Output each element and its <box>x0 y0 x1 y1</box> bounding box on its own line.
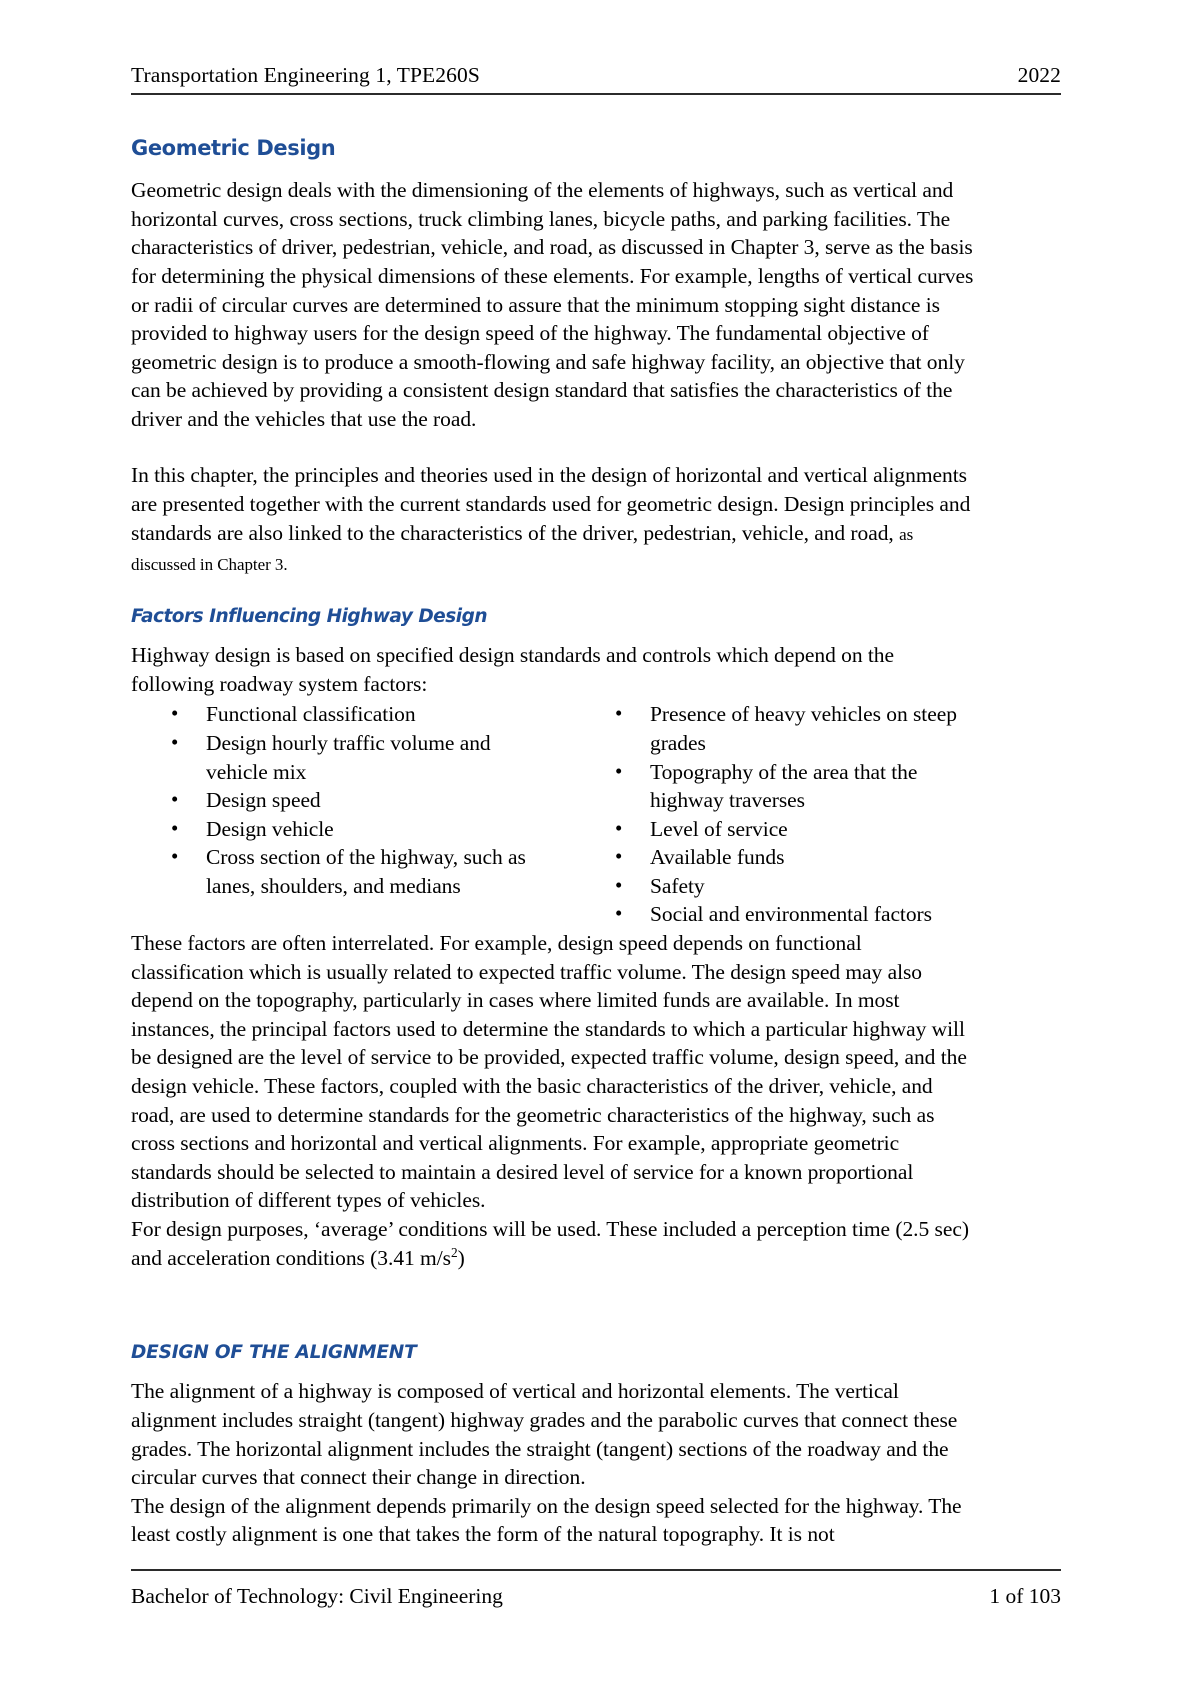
paragraph-design-purposes <box>131 1215 979 1272</box>
paragraph-alignment-composition: The alignment of a highway is composed of vertical and horizontal elements. The vertical alignment includes straight (tangent) highway grades and the parabolic curves that connect these grades. The horizontal alignment includes the straight (tangent) sections of the roadway and the circular curves that connect their change in direction. <box>131 1379 958 1490</box>
factors-bullets-left-column <box>131 700 555 929</box>
factors-list-right <box>611 700 979 929</box>
list-item: • Topography of the area that the highway traverses <box>611 758 979 815</box>
paragraph-geometric-design-intro: Geometric design deals with the dimensioning of the elements of highways, such as vertical and horizontal curves, cross sections, truck climbing lanes, bicycle paths, and parking facilities. The characteristics of driver, pedestrian, vehicle, and road, as discussed in Chapter 3, serve as the basis for determining the physical dimensions of these elements. For example, lengths of vertical curves or radii of circular curves are determined to assure that the minimum stopping sight distance is provided to highway users for the design speed of the highway. The fundamental objective of geometric design is to produce a smooth-flowing and safe highway facility, an objective that only can be achieved by providing a consistent design standard that satisfies the characteristics of the driver and the vehicles that use the road. <box>131 178 974 431</box>
list-item: • Social and environmental factors <box>611 900 979 929</box>
header-course-title: Transportation Engineering 1, TPE260S <box>131 63 480 87</box>
footer-programme: Bachelor of Technology: Civil Engineering <box>131 1584 503 1608</box>
page-footer <box>131 1583 1061 1610</box>
document-body <box>131 136 979 1549</box>
section-heading-design-of-the-alignment: DESIGN OF THE ALIGNMENT <box>131 1342 417 1364</box>
list-item: • Functional classification <box>167 700 555 729</box>
section-heading-factors-influencing-highway-design: Factors Influencing Highway Design <box>131 605 487 627</box>
paragraph-design-purposes-tail: ) <box>457 1245 465 1270</box>
paragraph-design-purposes-lead: For design purposes, ‘average’ conditions will be used. These included a perception time (2.5 sec) and acceleration conditions (3.41 m/s <box>131 1217 969 1270</box>
factors-bullets-right-column <box>555 700 979 929</box>
paragraph-chapter-overview-note: as discussed in Chapter 3. <box>131 524 914 575</box>
paragraph-factors-intro: Highway design is based on specified design standards and controls which depend on the following roadway system factors: <box>131 643 894 696</box>
list-item: • Available funds <box>611 843 979 872</box>
list-item: • Level of service <box>611 815 979 844</box>
header-year: 2022 <box>1017 63 1061 87</box>
factors-list-left <box>167 700 555 900</box>
acceleration-units-exponent: 2 <box>450 1244 458 1260</box>
list-item: • Safety <box>611 872 979 901</box>
list-item: • Design vehicle <box>167 815 555 844</box>
page-header <box>131 62 1061 89</box>
list-item: • Presence of heavy vehicles on steep grades <box>611 700 979 757</box>
list-item: • Design hourly traffic volume and vehicle mix <box>167 729 555 786</box>
section-spacer <box>131 1272 979 1316</box>
paragraph-alignment-design-speed: The design of the alignment depends primarily on the design speed selected for the highway. The least costly alignment is one that takes the form of the natural topography. It is not <box>131 1493 962 1547</box>
footer-divider-rule <box>131 1569 1061 1571</box>
list-item: • Cross section of the highway, such as lanes, shoulders, and medians <box>167 843 555 900</box>
section-heading-geometric-design: Geometric Design <box>131 136 336 160</box>
footer-page-number: 1 of 103 <box>989 1584 1061 1608</box>
list-item: • Design speed <box>167 786 555 815</box>
paragraph-chapter-overview <box>131 461 979 579</box>
header-divider-rule <box>131 93 1061 95</box>
factors-bullet-columns <box>131 700 979 929</box>
paragraph-chapter-overview-main: In this chapter, the principles and theories used in the design of horizontal and vertical alignments are presented together with the current standards used for geometric design. Design principles and standards are also linked to the characteristics of the driver, pedestrian, vehicle, and road, <box>131 463 971 545</box>
paragraph-factors-interrelated: These factors are often interrelated. For example, design speed depends on functional classification which is usually related to expected traffic volume. The design speed may also depend on the topography, particularly in cases where limited funds are available. In most instances, the principal factors used to determine the standards to which a particular highway will be designed are the level of service to be provided, expected traffic volume, design speed, and the design vehicle. These factors, coupled with the basic characteristics of the driver, vehicle, and road, are used to determine standards for the geometric characteristics of the highway, such as cross sections and horizontal and vertical alignments. For example, appropriate geometric standards should be selected to maintain a desired level of service for a known proportional distribution of different types of vehicles. <box>131 931 967 1213</box>
